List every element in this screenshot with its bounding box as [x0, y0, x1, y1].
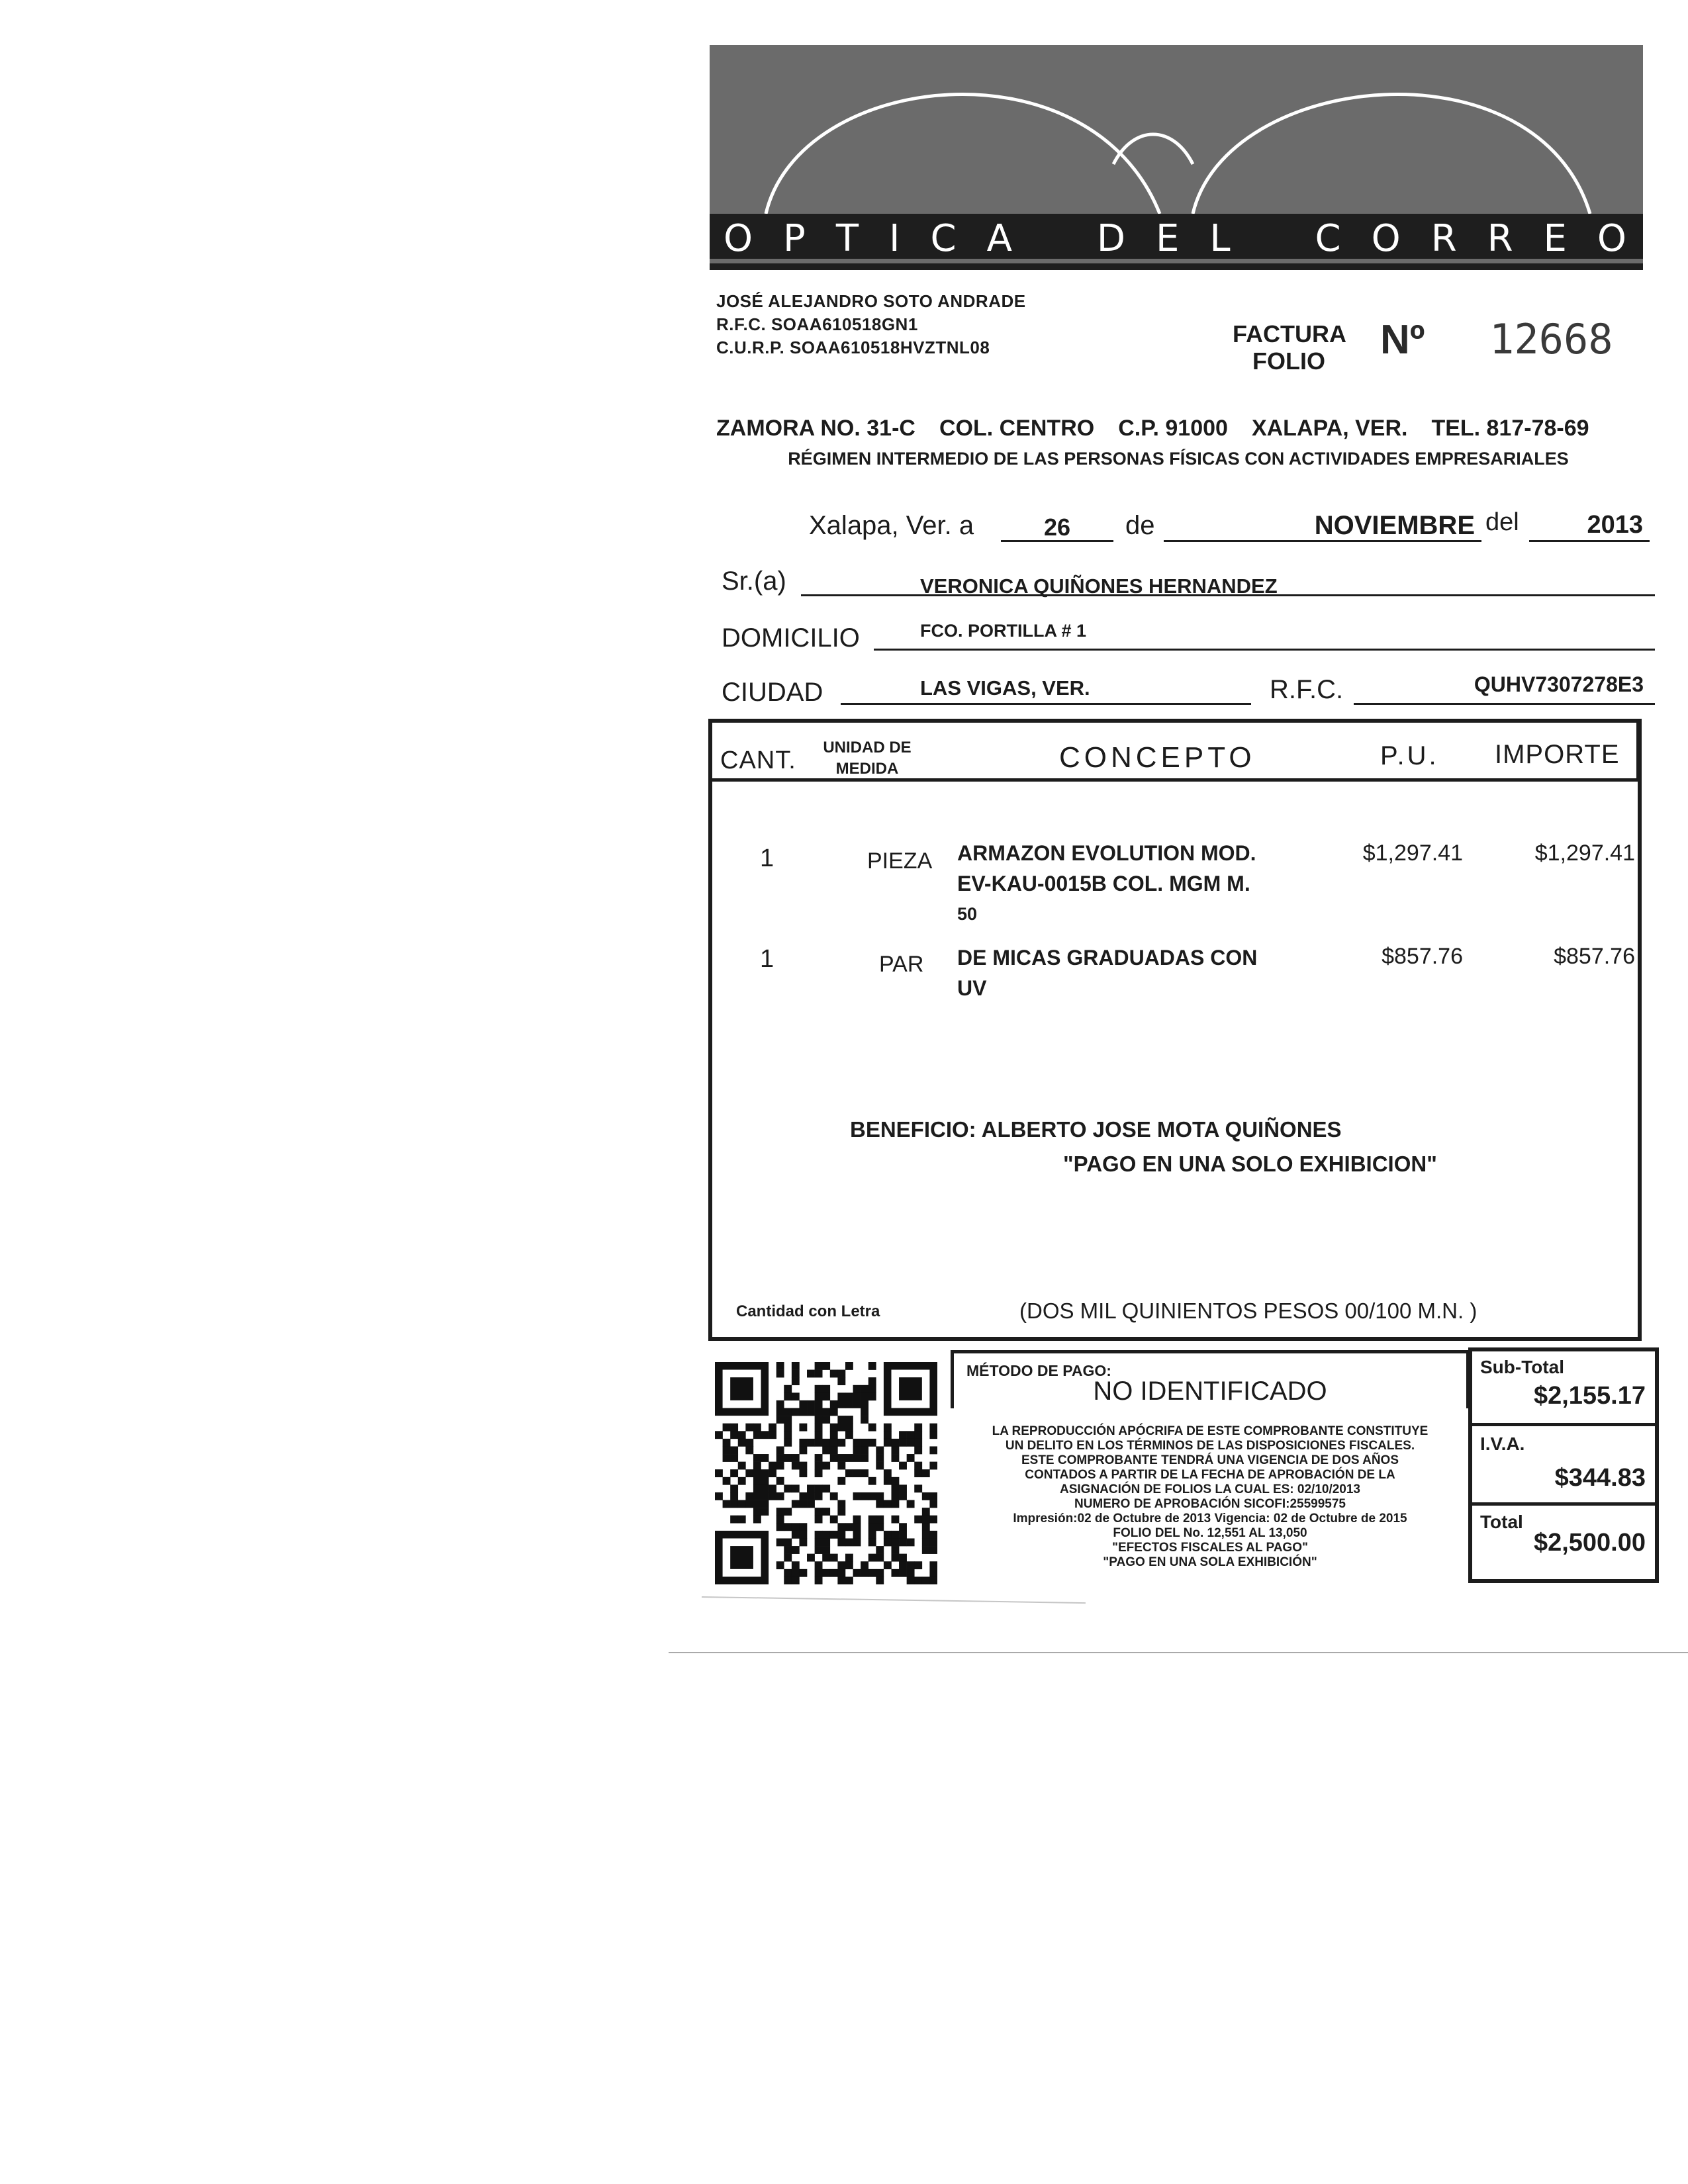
logo-stripe — [710, 263, 1643, 270]
total-label: Total — [1480, 1512, 1523, 1532]
logo-letter: E — [1156, 216, 1182, 260]
tax-regime: RÉGIMEN INTERMEDIO DE LAS PERSONAS FÍSICAS CON ACTIVIDADES EMPRESARIALES — [788, 449, 1569, 469]
row2-pu: $857.76 — [1382, 944, 1463, 969]
legal-line: FOLIO DEL No. 12,551 AL 13,050 — [1113, 1526, 1307, 1540]
amount-in-words-label: Cantidad con Letra — [736, 1302, 880, 1320]
logo-letter: O — [723, 216, 756, 260]
subtotal-value: $2,155.17 — [1533, 1382, 1646, 1410]
address-tel: TEL. 817-78-69 — [1431, 416, 1589, 441]
iva-label: I.V.A. — [1480, 1433, 1525, 1454]
amount-in-words: (DOS MIL QUINIENTOS PESOS 00/100 M.N. ) — [1019, 1298, 1477, 1323]
header-cant: CANT. — [720, 747, 796, 774]
company-logo — [710, 45, 1643, 270]
legal-line: ESTE COMPROBANTE TENDRÁ UNA VIGENCIA DE DOS AÑOS — [1021, 1453, 1399, 1467]
legal-line: "PAGO EN UNA SOLA EXHIBICIÓN" — [1103, 1555, 1317, 1569]
header-unidad-1: UNIDAD DE — [823, 739, 912, 756]
payment-method-value: NO IDENTIFICADO — [1093, 1377, 1327, 1406]
folio-label-folio: FOLIO — [1252, 347, 1325, 375]
row2-concepto-1: DE MICAS GRADUADAS CON — [957, 946, 1258, 970]
logo-letter: P — [783, 216, 808, 260]
row2-importe: $857.76 — [1554, 944, 1635, 969]
row1-pu: $1,297.41 — [1362, 841, 1463, 866]
customer-rfc-label: R.F.C. — [1270, 675, 1344, 704]
date-day: 26 — [1043, 514, 1071, 541]
scan-edge-line — [669, 1652, 1688, 1653]
date-de: de — [1125, 511, 1155, 540]
issuer-curp: C.U.R.P. SOAA610518HVZTNL08 — [716, 338, 990, 357]
logo-letter: R — [1430, 216, 1460, 260]
customer-rfc: QUHV7307278E3 — [1474, 672, 1644, 696]
customer-city: LAS VIGAS, VER. — [920, 676, 1090, 700]
row1-concepto-1: ARMAZON EVOLUTION MOD. — [957, 841, 1256, 865]
items-header-rule — [708, 778, 1642, 782]
customer-address-label: DOMICILIO — [722, 623, 860, 653]
date-del: del — [1485, 508, 1519, 536]
logo-letter: R — [1487, 216, 1516, 260]
header-importe: IMPORTE — [1495, 740, 1620, 769]
legal-line: "EFECTOS FISCALES AL PAGO" — [1111, 1541, 1308, 1555]
row1-unidad: PIEZA — [867, 848, 933, 874]
logo-letter: E — [1543, 216, 1570, 260]
qr-code-icon — [715, 1362, 937, 1584]
beneficio-note: BENEFICIO: ALBERTO JOSE MOTA QUIÑONES — [850, 1117, 1342, 1142]
address-street: ZAMORA NO. 31-C — [716, 416, 915, 441]
date-prefix: Xalapa, Ver. a — [809, 511, 974, 540]
row1-concepto-2: EV-KAU-0015B COL. MGM M. — [957, 872, 1250, 895]
logo-letter: C — [1315, 216, 1344, 260]
customer-address: FCO. PORTILLA # 1 — [920, 621, 1087, 641]
legal-line: UN DELITO EN LOS TÉRMINOS DE LAS DISPOSICIONES FISCALES. — [1005, 1439, 1415, 1453]
row1-importe: $1,297.41 — [1534, 841, 1635, 866]
row2-unidad: PAR — [879, 952, 924, 977]
logo-letter: T — [835, 216, 862, 260]
issuer-rfc: R.F.C. SOAA610518GN1 — [716, 314, 918, 334]
logo-letter: A — [986, 216, 1015, 260]
scan-artifact — [702, 1596, 1086, 1604]
row1-cant: 1 — [760, 844, 774, 872]
header-concepto: CONCEPTO — [1059, 741, 1256, 774]
customer-city-label: CIUDAD — [722, 678, 823, 707]
items-table — [708, 719, 1642, 1341]
logo-letter: I — [889, 216, 903, 260]
total-value: $2,500.00 — [1533, 1529, 1646, 1557]
folio-number: 12668 — [1489, 315, 1613, 363]
customer-name-label: Sr.(a) — [722, 567, 786, 596]
legal-line: NUMERO DE APROBACIÓN SICOFI:25599575 — [1074, 1497, 1346, 1511]
address-colonia: COL. CENTRO — [939, 416, 1095, 441]
folio-label-factura: FACTURA — [1233, 320, 1346, 347]
date-year: 2013 — [1587, 511, 1643, 539]
legal-line: ASIGNACIÓN DE FOLIOS LA CUAL ES: 02/10/2013 — [1060, 1482, 1360, 1496]
logo-letter: D — [1096, 216, 1129, 260]
logo-letter: O — [1597, 216, 1629, 260]
subtotal-label: Sub-Total — [1480, 1357, 1565, 1377]
issuer-address — [716, 416, 1643, 441]
logo-letter: L — [1209, 216, 1233, 260]
row2-concepto-2: UV — [957, 976, 987, 1000]
header-pu: P.U. — [1380, 741, 1439, 770]
iva-value: $344.83 — [1554, 1464, 1646, 1492]
payment-method-label: MÉTODO DE PAGO: — [966, 1362, 1111, 1379]
logo-letter: C — [930, 216, 959, 260]
logo-wordmark — [710, 216, 1643, 260]
folio-no-label: Nº — [1380, 317, 1425, 363]
row1-concepto-3: 50 — [957, 904, 978, 924]
address-cp: C.P. 91000 — [1118, 416, 1228, 441]
pago-note: "PAGO EN UNA SOLO EXHIBICION" — [1063, 1152, 1437, 1176]
date-month: NOVIEMBRE — [1314, 511, 1475, 540]
header-unidad-2: MEDIDA — [835, 760, 899, 778]
row2-cant: 1 — [760, 945, 774, 973]
address-city: XALAPA, VER. — [1251, 416, 1408, 441]
customer-name: VERONICA QUIÑONES HERNANDEZ — [920, 574, 1278, 598]
legal-line: CONTADOS A PARTIR DE LA FECHA DE APROBACIÓN DE LA — [1025, 1468, 1395, 1482]
legal-text — [951, 1424, 1470, 1570]
legal-line: LA REPRODUCCIÓN APÓCRIFA DE ESTE COMPROBANTE CONSTITUYE — [992, 1424, 1429, 1438]
issuer-name: JOSÉ ALEJANDRO SOTO ANDRADE — [716, 291, 1026, 311]
logo-letter: O — [1371, 216, 1403, 260]
legal-line: Impresión:02 de Octubre de 2013 Vigencia: 02 de Octubre de 2015 — [1013, 1512, 1407, 1525]
